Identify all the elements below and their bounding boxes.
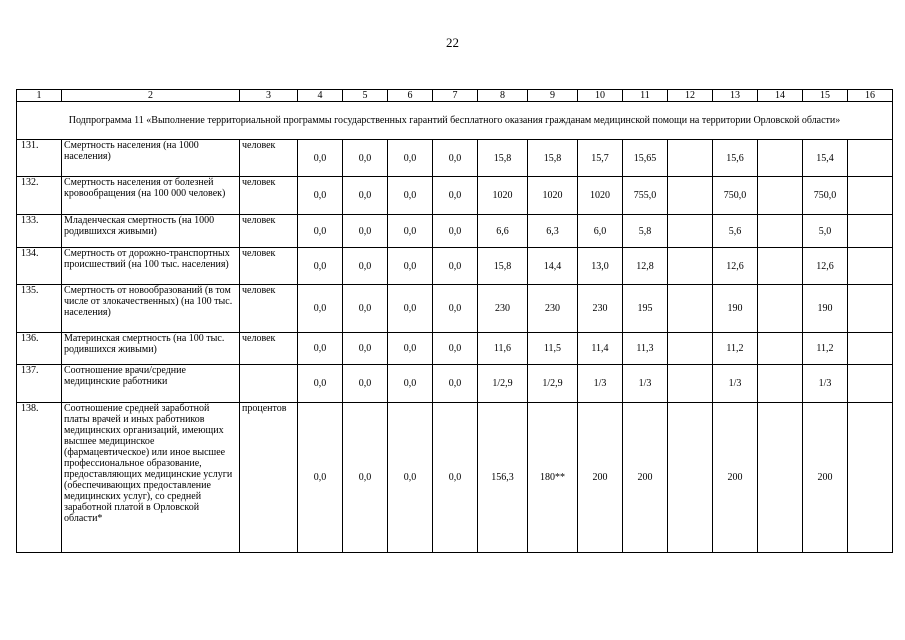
table-row xyxy=(17,215,893,248)
value-cell: 15,8 xyxy=(528,140,578,177)
value-cell: 0,0 xyxy=(388,177,433,215)
value-cell xyxy=(758,403,803,553)
value-cell: 15,6 xyxy=(713,140,758,177)
value-cell: 0,0 xyxy=(433,365,478,403)
value-cell: 6,0 xyxy=(578,215,623,248)
page-number: 22 xyxy=(446,35,459,50)
value-cell: 0,0 xyxy=(388,285,433,333)
value-cell xyxy=(848,215,893,248)
column-number: 9 xyxy=(528,90,578,102)
indicator-name: Младенческая смертность (на 1000 родившихся живыми) xyxy=(62,215,240,248)
value-cell xyxy=(668,248,713,285)
value-cell: 11,2 xyxy=(713,333,758,365)
value-cell: 6,3 xyxy=(528,215,578,248)
value-cell: 1/2,9 xyxy=(528,365,578,403)
value-cell xyxy=(848,285,893,333)
value-cell: 6,6 xyxy=(478,215,528,248)
value-cell xyxy=(758,140,803,177)
value-cell: 1/3 xyxy=(803,365,848,403)
value-cell: 0,0 xyxy=(343,140,388,177)
value-cell: 11,6 xyxy=(478,333,528,365)
value-cell: 230 xyxy=(528,285,578,333)
value-cell: 13,0 xyxy=(578,248,623,285)
value-cell: 12,6 xyxy=(713,248,758,285)
subprogram-title: Подпрограмма 11 «Выполнение территориальной программы государственных гарантий бесплатного оказания гражданам медицинской помощи на территории Орловской области» xyxy=(17,102,893,140)
value-cell: 15,7 xyxy=(578,140,623,177)
value-cell: 0,0 xyxy=(343,248,388,285)
value-cell: 0,0 xyxy=(298,177,343,215)
value-cell: 11,4 xyxy=(578,333,623,365)
column-number: 11 xyxy=(623,90,668,102)
value-cell: 1020 xyxy=(478,177,528,215)
value-cell: 1020 xyxy=(528,177,578,215)
table-row xyxy=(17,140,893,177)
value-cell: 1/3 xyxy=(623,365,668,403)
row-number: 133. xyxy=(17,215,62,248)
column-number: 10 xyxy=(578,90,623,102)
value-cell: 11,3 xyxy=(623,333,668,365)
value-cell: 0,0 xyxy=(298,248,343,285)
value-cell xyxy=(668,177,713,215)
value-cell: 200 xyxy=(803,403,848,553)
value-cell xyxy=(668,285,713,333)
value-cell: 0,0 xyxy=(343,403,388,553)
table-row xyxy=(17,285,893,333)
value-cell: 0,0 xyxy=(343,333,388,365)
indicator-name: Смертность от дорожно-транспортных происшествий (на 100 тыс. населения) xyxy=(62,248,240,285)
unit-cell: человек xyxy=(240,215,298,248)
column-number: 7 xyxy=(433,90,478,102)
column-number: 14 xyxy=(758,90,803,102)
value-cell: 0,0 xyxy=(298,140,343,177)
column-number: 16 xyxy=(848,90,893,102)
value-cell: 0,0 xyxy=(343,285,388,333)
value-cell xyxy=(758,248,803,285)
unit-cell: человек xyxy=(240,248,298,285)
unit-cell: человек xyxy=(240,285,298,333)
column-number: 3 xyxy=(240,90,298,102)
value-cell: 0,0 xyxy=(433,333,478,365)
value-cell: 0,0 xyxy=(298,333,343,365)
unit-cell xyxy=(240,365,298,403)
value-cell xyxy=(758,333,803,365)
column-number: 6 xyxy=(388,90,433,102)
row-number: 131. xyxy=(17,140,62,177)
table-row xyxy=(17,177,893,215)
value-cell: 200 xyxy=(623,403,668,553)
value-cell: 5,8 xyxy=(623,215,668,248)
value-cell: 15,65 xyxy=(623,140,668,177)
row-number: 134. xyxy=(17,248,62,285)
subprogram-row xyxy=(17,102,893,140)
value-cell xyxy=(848,403,893,553)
value-cell: 0,0 xyxy=(433,215,478,248)
value-cell: 12,6 xyxy=(803,248,848,285)
value-cell: 0,0 xyxy=(388,333,433,365)
column-number: 5 xyxy=(343,90,388,102)
value-cell: 0,0 xyxy=(343,215,388,248)
column-number-row xyxy=(17,90,893,102)
table-row xyxy=(17,403,893,553)
value-cell: 0,0 xyxy=(433,403,478,553)
value-cell: 0,0 xyxy=(388,365,433,403)
column-number: 13 xyxy=(713,90,758,102)
indicator-name: Соотношение средней заработной платы врачей и иных работников медицинских организаций, имеющих высшее медицинское (фармацевтическое) или иное высшее профессиональное образование, предоставляющих медицинские услуги (обеспечивающих предоставление медицинских услуг), со средней заработной платой в Орловской области* xyxy=(62,403,240,553)
value-cell xyxy=(758,365,803,403)
value-cell: 0,0 xyxy=(298,403,343,553)
value-cell: 14,4 xyxy=(528,248,578,285)
value-cell: 12,8 xyxy=(623,248,668,285)
value-cell: 0,0 xyxy=(343,177,388,215)
value-cell: 190 xyxy=(803,285,848,333)
indicator-name: Материнская смертность (на 100 тыс. родившихся живыми) xyxy=(62,333,240,365)
value-cell: 0,0 xyxy=(388,248,433,285)
unit-cell: человек xyxy=(240,140,298,177)
value-cell: 1/2,9 xyxy=(478,365,528,403)
value-cell: 1/3 xyxy=(578,365,623,403)
value-cell: 1/3 xyxy=(713,365,758,403)
value-cell: 180** xyxy=(528,403,578,553)
value-cell xyxy=(668,215,713,248)
table-row xyxy=(17,365,893,403)
value-cell xyxy=(848,177,893,215)
indicator-name: Смертность населения от болезней кровообращения (на 100 000 человек) xyxy=(62,177,240,215)
column-number: 15 xyxy=(803,90,848,102)
unit-cell: человек xyxy=(240,333,298,365)
value-cell: 0,0 xyxy=(388,215,433,248)
table-row xyxy=(17,333,893,365)
value-cell xyxy=(668,333,713,365)
value-cell: 200 xyxy=(578,403,623,553)
row-number: 132. xyxy=(17,177,62,215)
row-number: 138. xyxy=(17,403,62,553)
value-cell: 156,3 xyxy=(478,403,528,553)
value-cell: 0,0 xyxy=(433,285,478,333)
value-cell xyxy=(668,140,713,177)
value-cell: 1020 xyxy=(578,177,623,215)
indicators-table xyxy=(16,89,893,553)
column-number: 12 xyxy=(668,90,713,102)
value-cell: 750,0 xyxy=(713,177,758,215)
row-number: 136. xyxy=(17,333,62,365)
table-row xyxy=(17,248,893,285)
value-cell: 5,0 xyxy=(803,215,848,248)
value-cell: 0,0 xyxy=(343,365,388,403)
indicator-name: Смертность от новообразований (в том числе от злокачественных) (на 100 тыс. населения) xyxy=(62,285,240,333)
value-cell: 0,0 xyxy=(433,140,478,177)
value-cell: 5,6 xyxy=(713,215,758,248)
column-number: 4 xyxy=(298,90,343,102)
value-cell xyxy=(758,285,803,333)
value-cell xyxy=(848,365,893,403)
value-cell xyxy=(848,333,893,365)
column-number: 8 xyxy=(478,90,528,102)
value-cell xyxy=(758,215,803,248)
value-cell: 750,0 xyxy=(803,177,848,215)
value-cell: 0,0 xyxy=(298,365,343,403)
indicator-name: Смертность населения (на 1000 населения) xyxy=(62,140,240,177)
value-cell: 755,0 xyxy=(623,177,668,215)
unit-cell: человек xyxy=(240,177,298,215)
row-number: 135. xyxy=(17,285,62,333)
value-cell: 0,0 xyxy=(388,140,433,177)
row-number: 137. xyxy=(17,365,62,403)
value-cell: 0,0 xyxy=(298,215,343,248)
value-cell: 11,5 xyxy=(528,333,578,365)
value-cell xyxy=(848,248,893,285)
value-cell: 190 xyxy=(713,285,758,333)
value-cell xyxy=(668,365,713,403)
value-cell: 230 xyxy=(578,285,623,333)
value-cell: 195 xyxy=(623,285,668,333)
value-cell: 0,0 xyxy=(388,403,433,553)
value-cell: 0,0 xyxy=(433,248,478,285)
value-cell xyxy=(668,403,713,553)
value-cell: 15,4 xyxy=(803,140,848,177)
value-cell: 11,2 xyxy=(803,333,848,365)
value-cell: 230 xyxy=(478,285,528,333)
value-cell xyxy=(758,177,803,215)
value-cell xyxy=(848,140,893,177)
value-cell: 15,8 xyxy=(478,140,528,177)
column-number: 2 xyxy=(62,90,240,102)
value-cell: 15,8 xyxy=(478,248,528,285)
value-cell: 0,0 xyxy=(298,285,343,333)
value-cell: 200 xyxy=(713,403,758,553)
indicator-name: Соотношение врачи/средние медицинские работники xyxy=(62,365,240,403)
unit-cell: процентов xyxy=(240,403,298,553)
column-number: 1 xyxy=(17,90,62,102)
value-cell: 0,0 xyxy=(433,177,478,215)
